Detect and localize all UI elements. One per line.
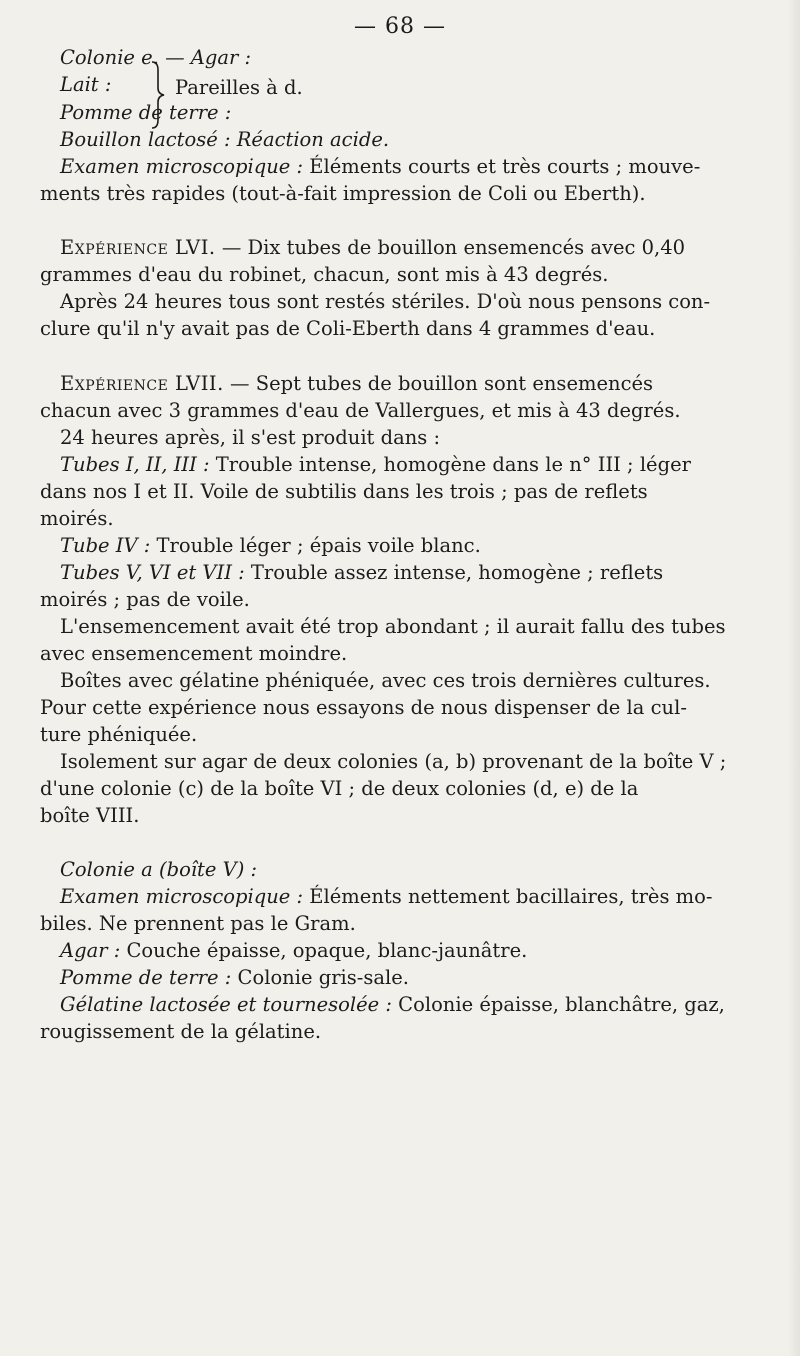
colonie-e-agar: Colonie e. — Agar : xyxy=(60,46,252,69)
brace-icon xyxy=(148,60,168,130)
colonie-a-exam-cont: biles. Ne prennent pas le Gram. xyxy=(40,912,356,935)
colonie-a-gel-label: Gélatine lactosée et tournesolée : xyxy=(60,993,392,1016)
exp57-line3: 24 heures après, il s'est produit dans : xyxy=(60,426,441,449)
exp56-text1: — Dix tubes de bouillon ensemencés avec 0,40 xyxy=(221,236,686,259)
colonie-a-agar-text: Couche épaisse, opaque, blanc-jaunâtre. xyxy=(126,939,528,962)
exp57-line16: d'une colonie (c) de la boîte VI ; de deux colonies (d, e) de la xyxy=(40,777,639,800)
exp57-line13: Pour cette expérience nous essayons de nous dispenser de la cul- xyxy=(40,696,687,719)
exp57-line6: moirés. xyxy=(40,507,114,530)
colonie-a-agar xyxy=(60,938,527,964)
tubes-1-3-label: Tubes I, II, III : xyxy=(60,453,210,476)
pareilles-text: Pareilles à d. xyxy=(175,76,303,99)
exam-line xyxy=(60,154,700,180)
tubes-1-3-text: Trouble intense, homogène dans le n° III ; léger xyxy=(215,453,691,476)
exp57-line8 xyxy=(60,560,663,586)
exp57-text1: — Sept tubes de bouillon sont ensemencés xyxy=(230,372,654,395)
colonie-a-pomme xyxy=(60,965,409,991)
exp57-line12: Boîtes avec gélatine phéniquée, avec ces trois dernières cultures. xyxy=(60,669,711,692)
tubes-5-7-label: Tubes V, VI et VII : xyxy=(60,561,245,584)
exp57-line15: Isolement sur agar de deux colonies (a, b) provenant de la boîte V ; xyxy=(60,750,727,773)
page-number: — 68 — xyxy=(354,14,446,39)
tubes-5-7-text: Trouble assez intense, homogène ; reflets xyxy=(250,561,664,584)
colonie-a-gel xyxy=(60,992,725,1018)
exp57-line11: avec ensemencement moindre. xyxy=(40,642,348,665)
colonie-a-gel-cont: rougissement de la gélatine. xyxy=(40,1020,322,1043)
exp56-line2: grammes d'eau du robinet, chacun, sont mis à 43 degrés. xyxy=(40,263,609,286)
exp56-line4: clure qu'il n'y avait pas de Coli-Eberth dans 4 grammes d'eau. xyxy=(40,317,656,340)
colonie-a-exam xyxy=(60,884,712,910)
exp57-line14: ture phéniquée. xyxy=(40,723,198,746)
colonie-a-pomme-label: Pomme de terre : xyxy=(60,966,232,989)
exp57-line4 xyxy=(60,452,691,478)
exp57-line2: chacun avec 3 grammes d'eau de Vallergues, et mis à 43 degrés. xyxy=(40,399,681,422)
exp56-line1 xyxy=(60,235,685,261)
exp56-line3: Après 24 heures tous sont restés stériles. D'où nous pensons con- xyxy=(60,290,711,313)
colonie-a-exam-label: Examen microscopique : xyxy=(60,885,304,908)
colonie-a-pomme-text: Colonie gris-sale. xyxy=(237,966,409,989)
exam-value: Éléments courts et très courts ; mouve- xyxy=(309,155,701,178)
pomme-label: Pomme de terre : xyxy=(60,101,232,124)
tube-4-label: Tube IV : xyxy=(60,534,151,557)
bouillon-line xyxy=(60,127,389,153)
bouillon-label: Bouillon lactosé : xyxy=(60,128,231,151)
exp57-line5: dans nos I et II. Voile de subtilis dans les trois ; pas de reflets xyxy=(40,480,648,503)
lait-label: Lait : xyxy=(60,73,112,96)
colonie-a-exam-text: Éléments nettement bacillaires, très mo- xyxy=(309,885,713,908)
exp57-line9: moirés ; pas de voile. xyxy=(40,588,250,611)
colonie-a-title: Colonie a (boîte V) : xyxy=(60,858,258,881)
page-edge-shadow xyxy=(788,0,800,1356)
bouillon-value: Réaction acide. xyxy=(236,128,390,151)
exp57-line1 xyxy=(60,371,653,397)
colonie-a-gel-text: Colonie épaisse, blanchâtre, gaz, xyxy=(398,993,725,1016)
colonie-a-agar-label: Agar : xyxy=(60,939,121,962)
exam-cont: ments très rapides (tout-à-fait impression de Coli ou Eberth). xyxy=(40,182,646,205)
exp56-heading: Expérience LVI. xyxy=(60,236,216,259)
exp57-heading: Expérience LVII. xyxy=(60,372,224,395)
tube-4-text: Trouble léger ; épais voile blanc. xyxy=(156,534,481,557)
exam-label: Examen microscopique : xyxy=(60,155,304,178)
exp57-line10: L'ensemencement avait été trop abondant ; il aurait fallu des tubes xyxy=(60,615,726,638)
exp57-line17: boîte VIII. xyxy=(40,804,140,827)
exp57-line7 xyxy=(60,533,481,559)
